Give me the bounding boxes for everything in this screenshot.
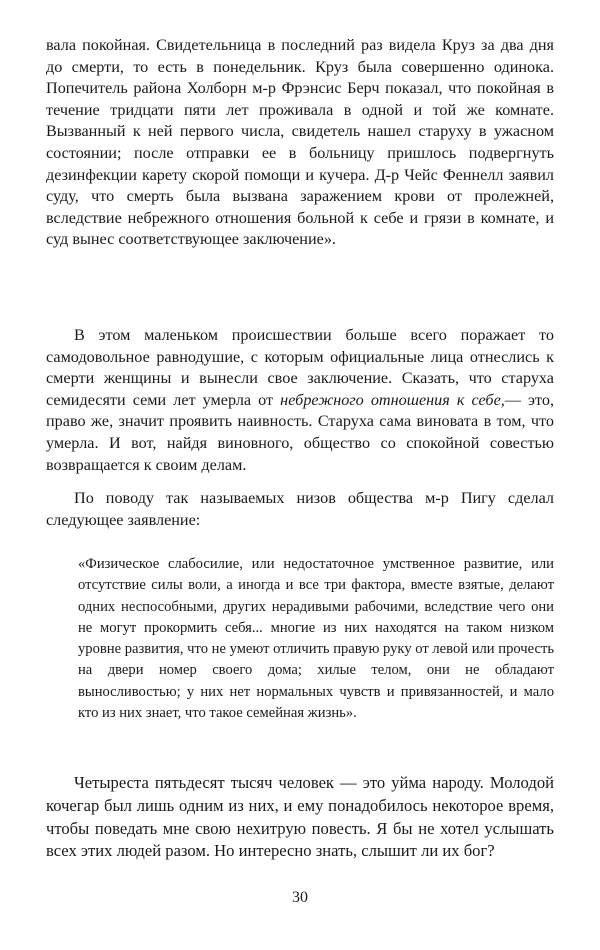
paragraph-2-end: — это, право же, значит проявить наивность. Старуха сама виновата в том, что умерла. И вот, найдя виновного, общество со спокойной совестью возвращается к своим делам.	[46, 390, 554, 474]
paragraph-4: Четыреста пятьдесят тысяч человек — это уйма народу. Молодой кочегар был лишь одним из них, и ему понадобилось некоторое время, чтобы поведать мне свою нехитрую повесть. Я бы не хотел услышать всех этих людей разом. Но интересно знать, слышит ли их бог?	[46, 773, 554, 861]
quote-block	[78, 554, 554, 724]
paragraph-3: По поводу так называемых низов общества м-р Пигу сделал следующее заявление:	[46, 489, 554, 529]
paragraph-1: вала покойная. Свидетельница в последний раз видела Круз за два дня до смерти, то есть в понедельник. Круз была совершенно одинока. Попечитель района Холборн м-р Фрэнсис Берч показал, что покойная в течение тридцати пяти лет проживала в одной и той же комнате. Вызванный к ней первого числа, свидетель нашел старуху в ужасном состоянии; после отправки ее в больницу пришлось подвергнуть дезинфекции карету скорой помощи и кучера. Д-р Чейс Феннелл заявил суду, что смерть была вызвана заражением крови от пролежней, вследствие небрежного отношения больной к себе и грязи в комнате, и суд вынес соответствующее заключение».	[46, 36, 554, 249]
text-block-2	[46, 325, 554, 531]
paragraph-2-emphasis: небрежного отношения к себе,	[280, 390, 505, 409]
quotation: «Физическое слабосилие, или недостаточное умственное развитие, или отсутствие силы воли, а иногда и все три фактора, вместе взятые, делают одних неспособными, других нерадивыми рабочими, вследствие чего они не могут прокормить себя... многие из них находятся на таком низком уровне развития, что не умеют отличить правую руку от левой или прочесть на двери номер своего дома; хилые телом, они не обладают выносливостью; у них нет нормальных чувств и привязанностей, и мало кто из них знает, что такое семейная жизнь».	[78, 556, 554, 722]
paragraph-2	[46, 325, 554, 476]
text-block-3	[46, 772, 554, 863]
paragraph-2-start: В этом маленьком происшествии больше всего поражает то самодовольное равнодушие, с которым официальные лица отнеслись к смерти женщины и вынесли свое заключение. Сказать, что старуха семидесяти семи лет умерла от	[46, 326, 554, 409]
page-number: 30	[292, 889, 308, 906]
text-block-1	[46, 35, 554, 251]
